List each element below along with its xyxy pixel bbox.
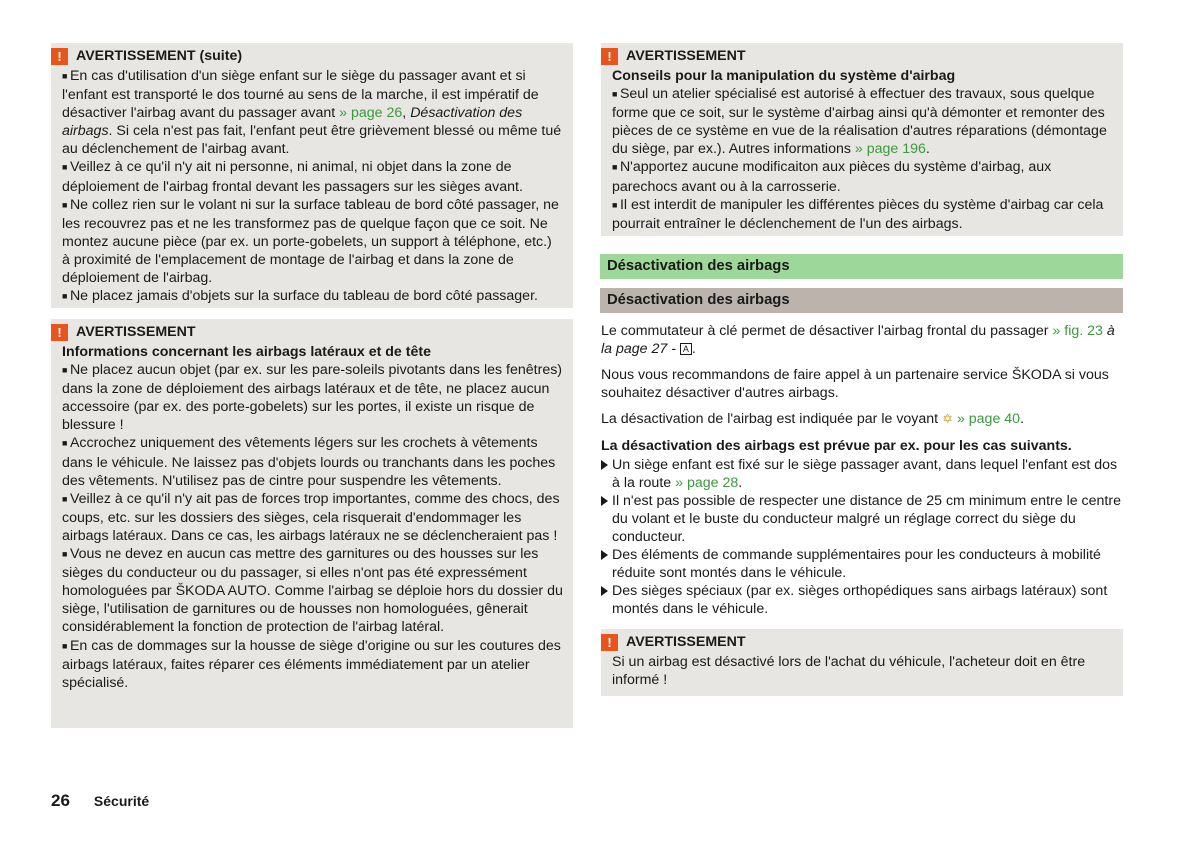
paragraph: Nous vous recommandons de faire appel à un partenaire service ŠKODA si vous souhaitez désactiver d'autres airbags. (601, 367, 1109, 402)
page-number: 26 (51, 791, 70, 810)
warning-bullet: ■ Seul un atelier spécialisé est autorisé à effectuer des travaux, sous quelque forme que ce soit, sur le système d'airbag ainsi qu'à démonter et remonter des pièces de ce système en vue de la réalisation d'autres réparations (démontage du siège, par ex.). Autres informations » page 196. (612, 85, 1113, 158)
section-title-sub: Désactivation des airbags (600, 288, 1123, 313)
warning-bullet: ■ En cas d'utilisation d'un siège enfant sur le siège du passager avant et si l'enfant est transporté le dos tourné au sens de la marche, il est impératif de désactiver l'airbag avant du passager avant » page 26, Désactivation des airbags. Si cela n'est pas fait, l'enfant peut être grièvement blessé ou même tué au déclenchement de l'airbag avant. (62, 67, 563, 158)
page-footer (51, 791, 149, 811)
warning-bullet: ■ Il est interdit de manipuler les différentes pièces du système d'airbag car cela pourrait entraîner le déclenchement de l'un des airbags. (612, 196, 1113, 233)
warning-box-deactivated-at-purchase (601, 629, 1123, 696)
page-link[interactable]: » page 40 (956, 411, 1021, 428)
warning-header (57, 47, 563, 66)
paragraph-heading: La désactivation des airbags est prévue par ex. pour les cas suivants. (601, 438, 1072, 455)
page-link[interactable]: » page 196 (854, 141, 926, 158)
warning-text: Si un airbag est désactivé lors de l'achat du véhicule, l'acheteur doit en être informé ! (612, 654, 1086, 689)
warning-bullet: ■ Accrochez uniquement des vêtements légers sur les crochets à vêtements dans le véhicule. Ne laissez pas d'objets lourds ou tranchants dans les poches des vêtements. N'utilisez pas de cintre pour suspendre les vêtements. (62, 434, 563, 489)
airbag-off-warning-light-icon: ✡ (942, 411, 953, 427)
section-body (601, 322, 1123, 618)
page-link[interactable]: » page 28 (675, 474, 739, 491)
warning-bullet: ■ Veillez à ce qu'il n'y ait pas de forces trop importantes, comme des chocs, des coups, etc. sur les dossiers des sièges, cela risquerait d'endommager les airbags latéraux. Dans ce cas, les airbags latéraux ne se déclencheraient pas ! (62, 490, 563, 545)
warning-bullet: ■ Vous ne devez en aucun cas mettre des garnitures ou des housses sur les sièges du conducteur ou du passager, si elles n'ont pas été expressément homologuées par ŠKODA AUTO. Comme l'airbag se déploie hors du dossier du siège, l'utilisation de garnitures ou de housses non homologuées, gênerait considérablement la fonction de protection de l'airbag latéral. (62, 545, 563, 636)
list-item: Des éléments de commande supplémentaires pour les conducteurs à mobilité réduite sont montés dans le véhicule. (601, 546, 1123, 582)
figure-link[interactable]: » fig. 23 (1052, 323, 1103, 339)
warning-icon: ! (601, 634, 618, 651)
warning-bullet: ■ En cas de dommages sur la housse de siège d'origine ou sur les coutures des airbags latéraux, faites réparer ces éléments immédiatement par un atelier spécialisé. (62, 637, 563, 692)
warning-box-airbag-handling (601, 43, 1123, 236)
warning-bullet: ■ Veillez à ce qu'il n'y ait ni personne, ni animal, ni objet dans la zone de déploiement de l'airbag frontal devant les passagers sur les sièges avant. (62, 158, 563, 195)
warning-bullet: ■ Ne placez jamais d'objets sur la surface du tableau de bord côté passager. (62, 287, 563, 306)
warning-bullet: ■ N'apportez aucune modificaiton aux pièces du système d'airbag, aux parechocs avant ou à la carrosserie. (612, 158, 1113, 195)
warning-bullet: ■ Ne placez aucun objet (par ex. sur les pare-soleils pivotants dans les fenêtres) dans la zone de déploiement des airbags latéraux et de tête, ne placez aucun accessoire (par ex. des porte-gobelets) sur les portes, il existe un risque de blessure ! (62, 361, 563, 434)
list-item: Des sièges spéciaux (par ex. sièges orthopédiques sans airbags latéraux) sont montés dans le véhicule. (601, 582, 1123, 618)
warning-icon: ! (51, 324, 68, 341)
warning-title: AVERTISSEMENT (76, 324, 196, 341)
paragraph: La désactivation de l'airbag est indiquée par le voyant ✡ » page 40. (601, 411, 1025, 428)
list-item: Un siège enfant est fixé sur le siège passager avant, dans lequel l'enfant est dos à la route » page 28. (601, 456, 1123, 492)
warning-title: AVERTISSEMENT (626, 48, 746, 65)
section-name: Sécurité (93, 793, 150, 809)
list-item: Il n'est pas possible de respecter une distance de 25 cm minimum entre le centre du volant et le buste du conducteur malgré un réglage correct du siège du conducteur. (601, 492, 1123, 546)
warning-subtitle: Conseils pour la manipulation du système d'airbag (612, 68, 956, 84)
warning-header (607, 633, 1113, 652)
warning-title: AVERTISSEMENT (626, 634, 746, 651)
warning-header (607, 47, 1113, 66)
warning-header (57, 323, 563, 342)
warning-icon: ! (601, 48, 618, 65)
warning-box-continued (51, 43, 573, 308)
section-title-main: Désactivation des airbags (600, 254, 1123, 279)
page-link[interactable]: » page 26 (339, 105, 403, 122)
warning-box-side-airbags (51, 319, 573, 728)
paragraph: Le commutateur à clé permet de désactiver l'airbag frontal du passager » fig. 23 à la page 27 - A . (601, 323, 1115, 358)
warning-icon: ! (51, 48, 68, 65)
warning-subtitle: Informations concernant les airbags latéraux et de tête (62, 344, 431, 360)
figure-callout-a: A (680, 343, 692, 355)
warning-bullet: ■ Ne collez rien sur le volant ni sur la surface tableau de bord côté passager, ne les recouvrez pas et ne les transformez pas de quelque façon que ce soit. Ne montez aucune pièce (par ex. un porte-gobelets, un support à téléphone, etc.) à proximité de l'emplacement de montage de l'airbag et dans la zone de déploiement de l'airbag. (62, 196, 563, 287)
warning-title: AVERTISSEMENT (suite) (76, 48, 243, 65)
